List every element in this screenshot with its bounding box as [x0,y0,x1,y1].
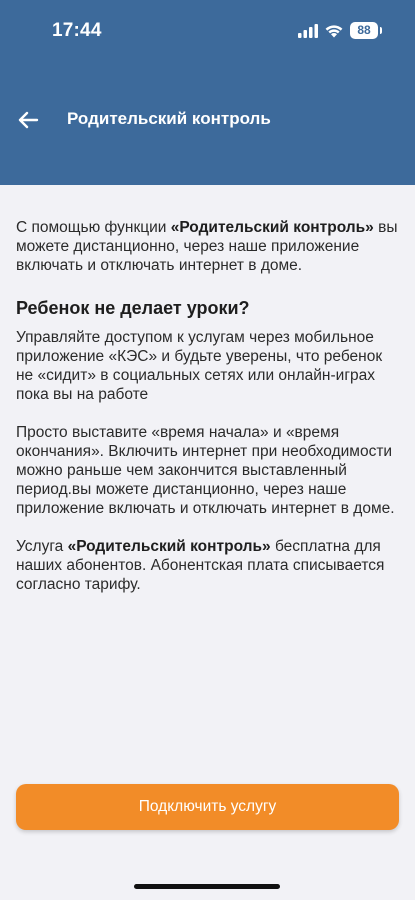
service-name: «Родительский контроль» [67,538,271,555]
home-indicator[interactable] [134,884,280,889]
intro-text-start: С помощью функции [16,219,171,236]
content-body [16,218,401,594]
status-bar [0,0,415,62]
intro-service-name: «Родительский контроль» [170,219,374,236]
app-header [0,0,415,185]
service-text-end: бесплатна для наших абонентов. Абонентская плата списывается согласно тарифу. [16,538,385,593]
cellular-signal-icon [298,24,318,38]
connect-service-button[interactable]: Подключить услугу [16,784,399,830]
access-paragraph: Управляйте доступом к услугам через мобильное приложение «КЭС» и будьте уверены, что ребенок не «сидит» в социальных сетях или онлайн-играх пока вы на работе [16,329,383,403]
service-text-start: Услуга [16,538,68,555]
section-heading: Ребенок не делает уроки? [16,298,250,318]
intro-text-end: вы можете дистанционно, через наше приложение включать и отключать интернет в доме. [16,219,398,274]
back-button[interactable] [12,104,46,136]
intro-paragraph [16,218,401,275]
arrow-left-icon [12,104,46,136]
page-title: Родительский контроль [67,109,271,128]
status-time: 17:44 [52,20,102,41]
service-paragraph [16,537,401,594]
wifi-icon [324,22,344,38]
battery-tip [380,27,382,34]
schedule-paragraph: Просто выставите «время начала» и «время окончания». Включить интернет при необходимости можно раньше чем закончится выставленный период.вы можете дистанционно, через наше приложение включать и отключать интернет в доме. [16,424,395,517]
battery-indicator: 88 [350,22,378,39]
